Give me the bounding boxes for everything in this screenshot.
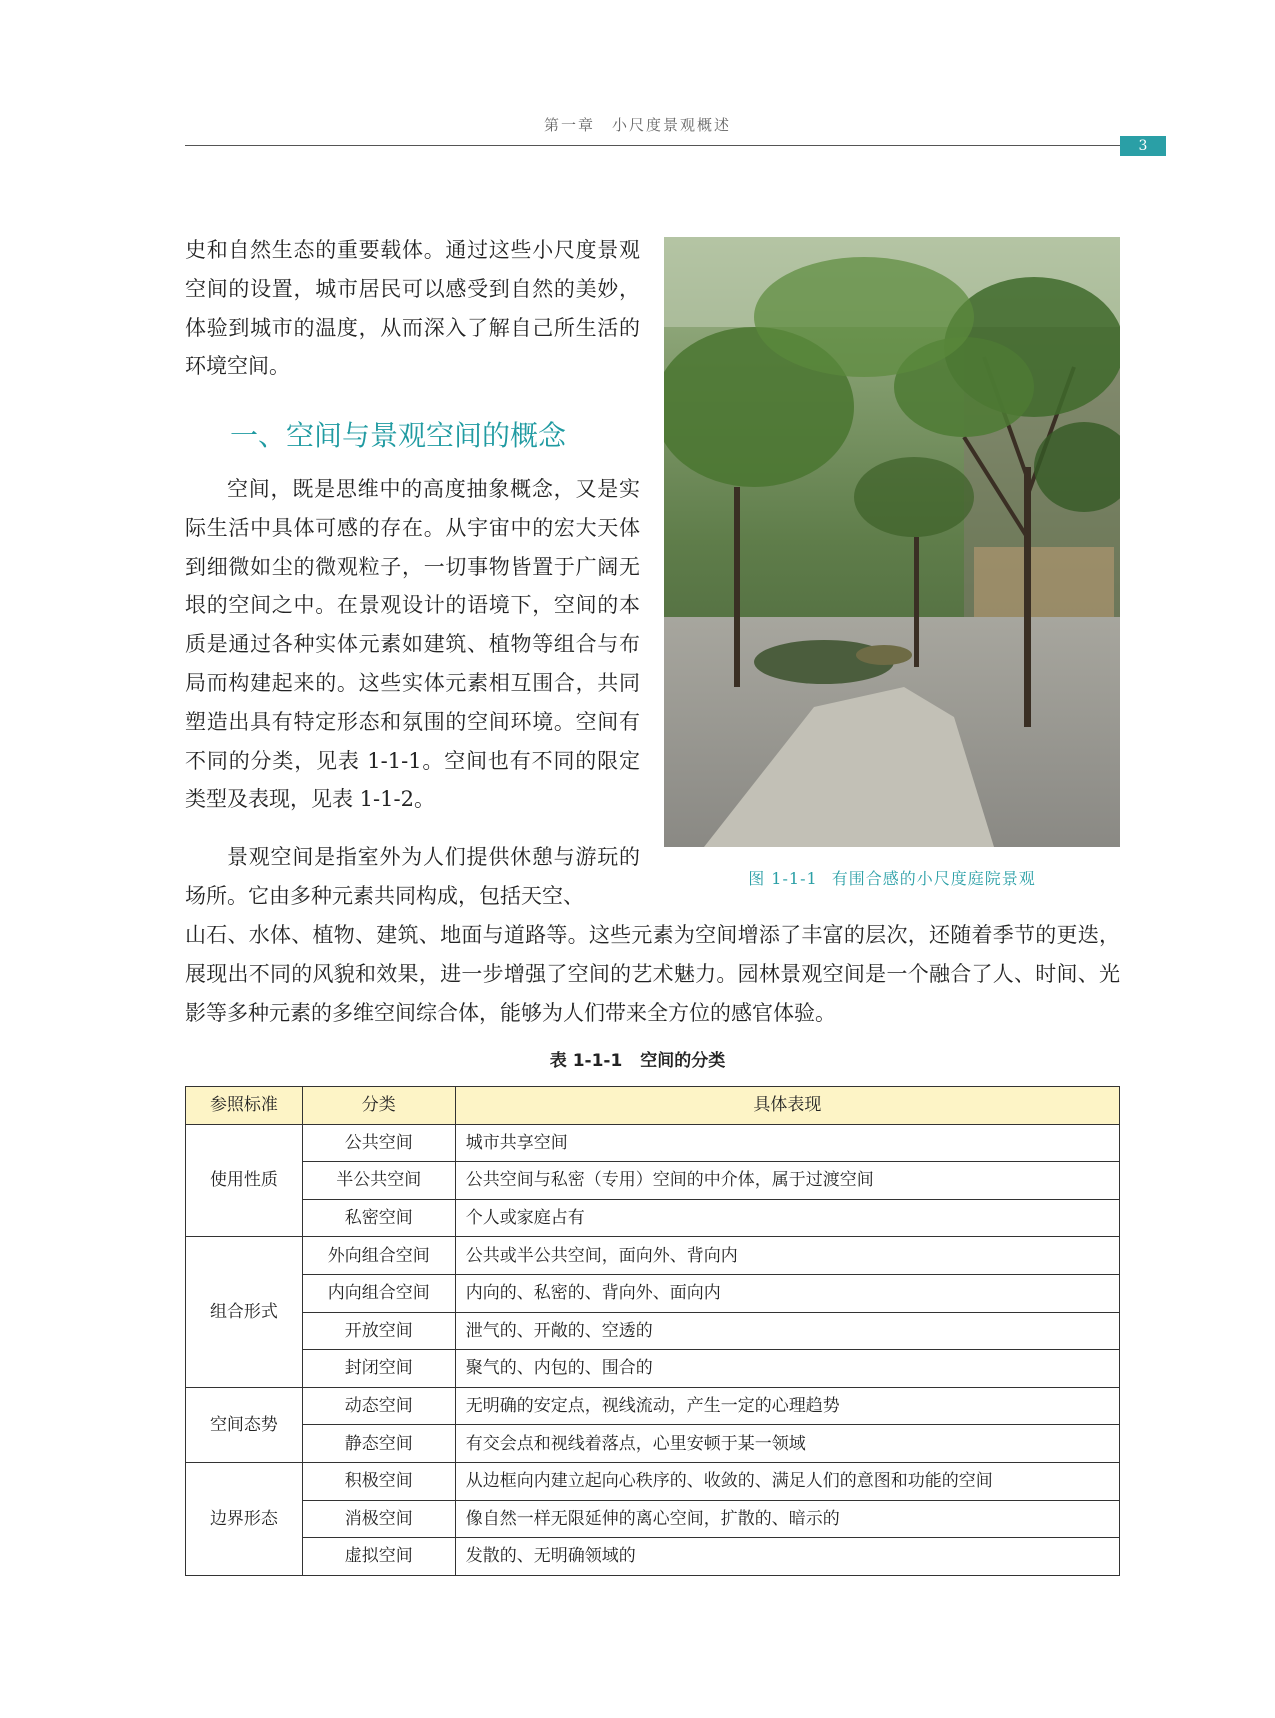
description-cell: 从边框向内建立起向心秩序的、收敛的、满足人们的意图和功能的空间 bbox=[455, 1462, 1119, 1500]
description-cell: 像自然一样无限延伸的离心空间，扩散的、暗示的 bbox=[455, 1500, 1119, 1538]
space-classification-table bbox=[185, 1086, 1120, 1576]
table-row bbox=[186, 1387, 1120, 1425]
description-cell: 聚气的、内包的、围合的 bbox=[455, 1350, 1119, 1388]
table-row bbox=[186, 1462, 1120, 1500]
figure-caption bbox=[664, 866, 1120, 889]
type-cell: 半公共空间 bbox=[302, 1162, 455, 1200]
section-heading: 一、空间与景观空间的概念 bbox=[230, 419, 567, 452]
type-cell: 封闭空间 bbox=[302, 1350, 455, 1388]
description-cell: 城市共享空间 bbox=[455, 1124, 1119, 1162]
type-cell: 积极空间 bbox=[302, 1462, 455, 1500]
category-cell: 使用性质 bbox=[186, 1124, 303, 1237]
courtyard-photo bbox=[664, 237, 1120, 847]
table-row bbox=[186, 1312, 1120, 1350]
table-row bbox=[186, 1124, 1120, 1162]
header-criterion: 参照标准 bbox=[186, 1087, 303, 1125]
header-type: 分类 bbox=[302, 1087, 455, 1125]
table-number: 表 1-1-1 bbox=[549, 1051, 623, 1071]
type-cell: 动态空间 bbox=[302, 1387, 455, 1425]
description-cell: 个人或家庭占有 bbox=[455, 1199, 1119, 1237]
paragraph-landscape-space-start: 景观空间是指室外为人们提供休憩与游玩的场所。它由多种元素共同构成，包括天空、 bbox=[185, 845, 640, 908]
page-number-badge: 3 bbox=[1120, 136, 1166, 156]
category-cell: 空间态势 bbox=[186, 1387, 303, 1462]
figure-caption-text: 有围合感的小尺度庭院景观 bbox=[831, 869, 1036, 888]
category-cell: 组合形式 bbox=[186, 1237, 303, 1387]
description-cell: 无明确的安定点，视线流动，产生一定的心理趋势 bbox=[455, 1387, 1119, 1425]
table-row bbox=[186, 1538, 1120, 1576]
table-row bbox=[186, 1199, 1120, 1237]
type-cell: 静态空间 bbox=[302, 1425, 455, 1463]
category-cell: 边界形态 bbox=[186, 1462, 303, 1575]
paragraph-space-concept: 空间，既是思维中的高度抽象概念，又是实际生活中具体可感的存在。从宇宙中的宏大天体到细微如尘的微观粒子，一切事物皆置于广阔无垠的空间之中。在景观设计的语境下，空间的本质是通过各种实体元素如建筑、植物等组合与布局而构建起来的。这些实体元素相互围合，共同塑造出具有特定形态和氛围的空间环境。空间有不同的分类，见表 1-1-1。空间也有不同的限定类型及表现，见表 1-1-2。 bbox=[185, 477, 640, 812]
table-title-text: 空间的分类 bbox=[640, 1051, 726, 1071]
figure-number: 图 1-1-1 bbox=[748, 869, 818, 888]
description-cell: 发散的、无明确领域的 bbox=[455, 1538, 1119, 1576]
description-cell: 内向的、私密的、背向外、面向内 bbox=[455, 1274, 1119, 1312]
description-cell: 公共空间与私密（专用）空间的中介体，属于过渡空间 bbox=[455, 1162, 1119, 1200]
table-row bbox=[186, 1237, 1120, 1275]
chapter-title: 第一章 小尺度景观概述 bbox=[543, 116, 731, 134]
type-cell: 虚拟空间 bbox=[302, 1538, 455, 1576]
type-cell: 消极空间 bbox=[302, 1500, 455, 1538]
table-row bbox=[186, 1274, 1120, 1312]
paragraph-intro: 史和自然生态的重要载体。通过这些小尺度景观空间的设置，城市居民可以感受到自然的美妙，体验到城市的温度，从而深入了解自己所生活的环境空间。 bbox=[185, 238, 640, 379]
type-cell: 开放空间 bbox=[302, 1312, 455, 1350]
table-row bbox=[186, 1350, 1120, 1388]
header-divider bbox=[185, 145, 1120, 146]
description-cell: 有交会点和视线着落点，心里安顿于某一领域 bbox=[455, 1425, 1119, 1463]
table-title bbox=[0, 1046, 1275, 1071]
table-header-row bbox=[186, 1087, 1120, 1125]
header-description: 具体表现 bbox=[455, 1087, 1119, 1125]
description-cell: 泄气的、开敞的、空透的 bbox=[455, 1312, 1119, 1350]
type-cell: 内向组合空间 bbox=[302, 1274, 455, 1312]
paragraph-landscape-space-cont: 山石、水体、植物、建筑、地面与道路等。这些元素为空间增添了丰富的层次，还随着季节的更迭，展现出不同的风貌和效果，进一步增强了空间的艺术魅力。园林景观空间是一个融合了人、时间、光影等多种元素的多维空间综合体，能够为人们带来全方位的感官体验。 bbox=[185, 923, 1120, 1025]
type-cell: 私密空间 bbox=[302, 1199, 455, 1237]
table-row bbox=[186, 1425, 1120, 1463]
table-row bbox=[186, 1162, 1120, 1200]
description-cell: 公共或半公共空间，面向外、背向内 bbox=[455, 1237, 1119, 1275]
type-cell: 公共空间 bbox=[302, 1124, 455, 1162]
table-row bbox=[186, 1500, 1120, 1538]
type-cell: 外向组合空间 bbox=[302, 1237, 455, 1275]
